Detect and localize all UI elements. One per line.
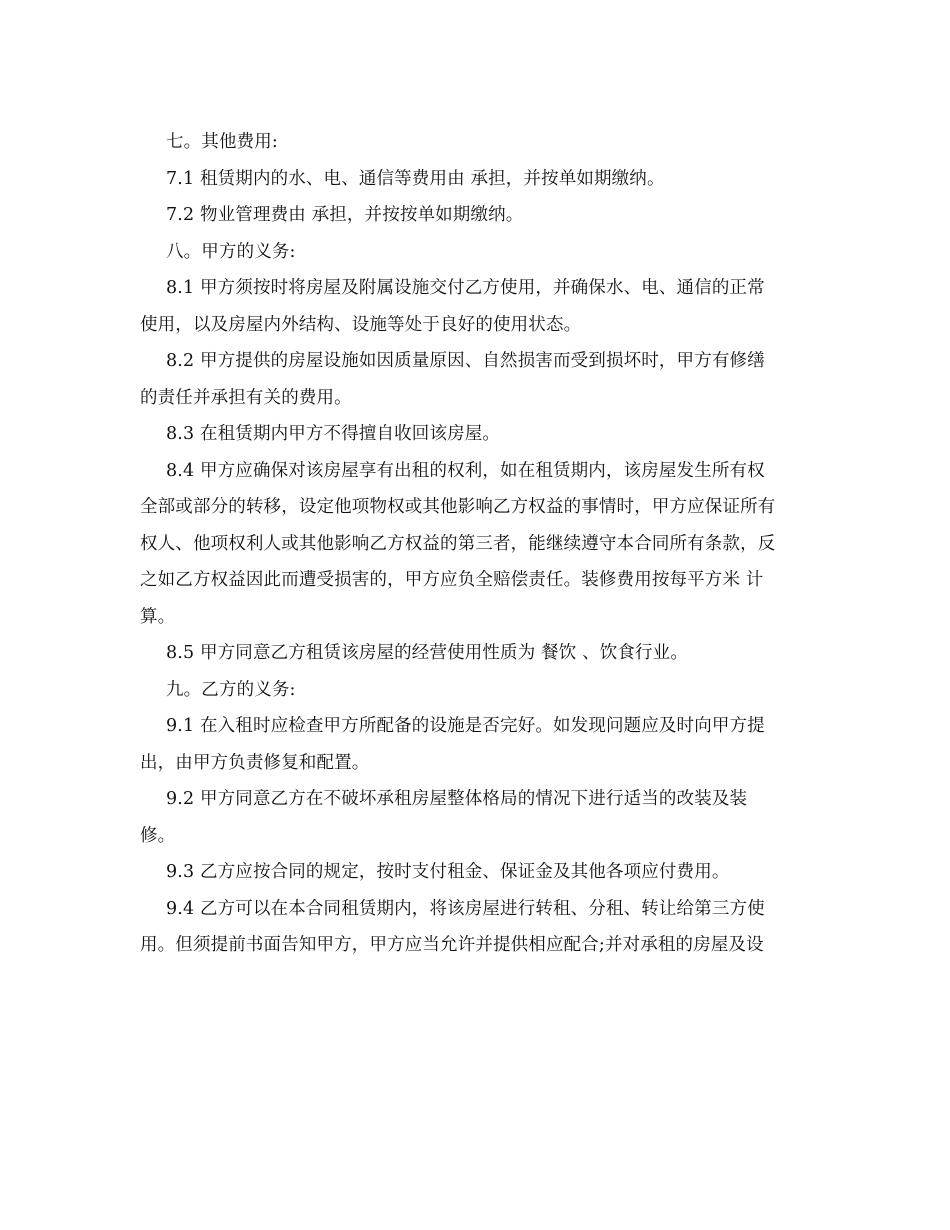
text-line: 8.1 甲方须按时将房屋及附属设施交付乙方使用，并确保水、电、通信的正常 (166, 278, 765, 298)
section-heading (140, 124, 816, 161)
document-body (140, 124, 816, 964)
text-line: 8.4 甲方应确保对该房屋享有出租的权利，如在租赁期内，该房屋发生所有权 (166, 460, 765, 481)
text-line: 九。乙方的义务: (166, 679, 296, 700)
clause-8-1 (140, 270, 816, 343)
text-line: 7.2 物业管理费由 承担，并按按单如期缴纳。 (166, 205, 524, 225)
clause-8-2 (140, 343, 816, 416)
section-heading (140, 234, 816, 271)
clause-8-3 (140, 416, 816, 453)
clause-8-4 (140, 453, 816, 636)
clause-7-2 (140, 197, 816, 234)
clause-9-3 (140, 854, 816, 891)
text-line: 8.5 甲方同意乙方租赁该房屋的经营使用性质为 餐饮 、饮食行业。 (166, 643, 688, 663)
text-line: 全部或部分的转移，设定他项物权或其他影响乙方权益的事情时，甲方应保证所有 (140, 497, 776, 517)
clause-8-5 (140, 635, 816, 672)
text-line: 9.4 乙方可以在本合同租赁期内，将该房屋进行转租、分租、转让给第三方使 (166, 898, 765, 919)
section-heading (140, 672, 816, 709)
text-line: 八。甲方的义务: (166, 241, 296, 262)
text-line: 出，由甲方负责修复和配置。 (140, 752, 370, 773)
clause-7-1 (140, 161, 816, 198)
clause-9-4 (140, 891, 816, 964)
text-line: 9.3 乙方应按合同的规定，按时支付租金、保证金及其他各项应付费用。 (166, 862, 730, 882)
text-line: 的责任并承担有关的费用。 (140, 387, 352, 408)
text-line: 修。 (140, 825, 176, 846)
text-line: 7.1 租赁期内的水、电、通信等费用由 承担，并按单如期缴纳。 (166, 168, 665, 189)
clause-9-2 (140, 781, 816, 854)
text-line: 8.2 甲方提供的房屋设施如因质量原因、自然损害而受到损坏时，甲方有修缮 (166, 351, 765, 371)
text-line: 用。但须提前书面告知甲方，甲方应当允许并提供相应配合;并对承租的房屋及设 (140, 935, 764, 955)
text-line: 9.2 甲方同意乙方在不破坏承租房屋整体格局的情况下进行适当的改装及装 (166, 789, 748, 809)
text-line: 之如乙方权益因此而遭受损害的，甲方应负全赔偿责任。装修费用按每平方米 计 (140, 570, 764, 590)
text-line: 8.3 在租赁期内甲方不得擅自收回该房屋。 (166, 424, 501, 444)
clause-9-1 (140, 708, 816, 781)
text-line: 权人、他项权利人或其他影响乙方权益的第三者，能继续遵守本合同所有条款，反 (140, 533, 776, 554)
text-line: 七。其他费用: (166, 132, 278, 152)
text-line: 算。 (140, 606, 176, 627)
text-line: 9.1 在入租时应检查甲方所配备的设施是否完好。如发现问题应及时向甲方提 (166, 716, 765, 736)
text-line: 使用，以及房屋内外结构、设施等处于良好的使用状态。 (140, 314, 582, 335)
